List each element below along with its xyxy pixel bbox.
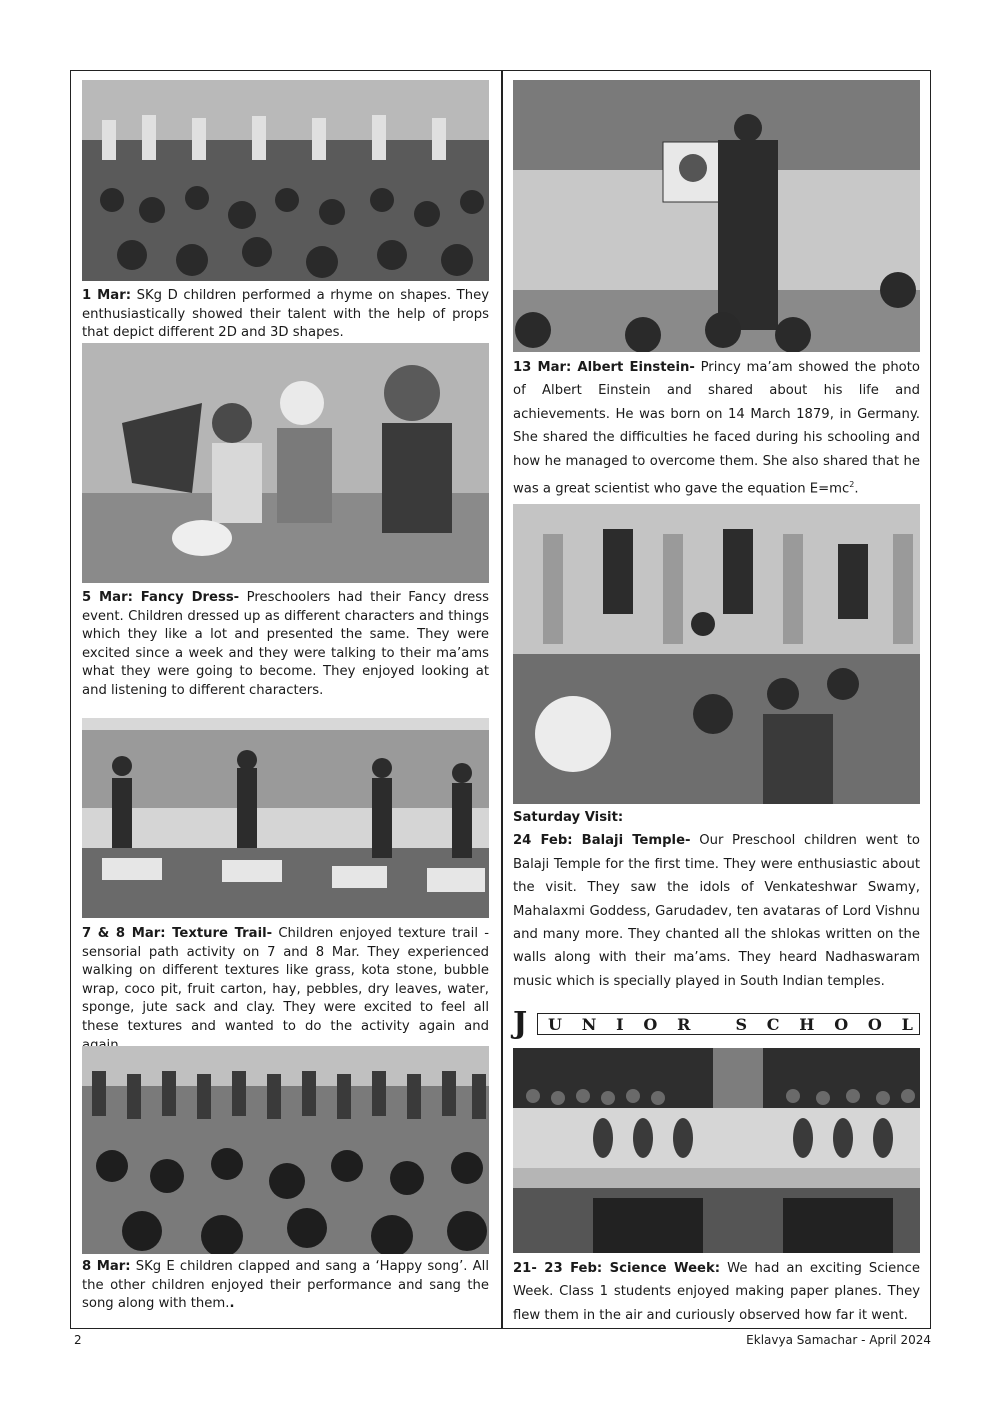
caption-fancy-dress: 5 Mar: Fancy Dress- Preschoolers had their Fancy dress event. Children dressed up as different characters and things which they like a lot and presented the same. They were excited since a week and they were talking to their ma’ams what they were going to become. They enjoyed looking at and listening to different characters. bbox=[82, 590, 489, 698]
photo-fancy-dress bbox=[82, 343, 489, 583]
photo-science-week bbox=[513, 1048, 920, 1253]
section-letter: U bbox=[548, 1014, 562, 1034]
caption-texture-trail: 7 & 8 Mar: Texture Trail- Children enjoyed texture trail - sensorial path activity on 7 and 8 Mar. They experienced walking on different textures like grass, kota stone, bubble wrap, coco pit, fruit carton, hay, pebbles, dry leaves, water, sponge, jute sack and clay. They were excited to feel all these textures and wanted to do the activity again and bbox=[82, 926, 489, 1034]
section-title-letters bbox=[537, 1013, 920, 1035]
photo-texture-trail bbox=[82, 718, 489, 918]
photo-happy-song bbox=[82, 1046, 489, 1254]
caption-balaji-temple: Saturday Visit: 24 Feb: Balaji Temple- Our Preschool children went to Balaji Temple for the first time. They were enthusiastic about the visit. They saw the idols of Venkateshwar Swamy, Mahalaxmi Goddess, Garudadev, ten avataras of Lord Vishnu and many more. They chanted all the shlokas written on the walls along with their ma’ams. They heard Nadhaswaram music which is specially played in South Indian temples. bbox=[513, 810, 920, 989]
photo-rhyme-on-shapes bbox=[82, 80, 489, 281]
column-divider bbox=[501, 70, 503, 1329]
section-letter: H bbox=[799, 1014, 815, 1034]
section-letter bbox=[710, 1015, 716, 1034]
section-letter: C bbox=[766, 1014, 780, 1034]
caption-rhyme-on-shapes: 1 Mar: SKg D children performed a rhyme on shapes. They enthusiastically showed their talent with the help of props that depict different 2D and 3D shapes. bbox=[82, 288, 489, 341]
section-letter: R bbox=[677, 1014, 691, 1034]
section-letter: O bbox=[643, 1014, 658, 1034]
caption-albert-einstein: 13 Mar: Albert Einstein- Princy ma’am showed the photo of Albert Einstein and shared about his life and achievements. He was born on 14 March 1879, in Germany. She shared the difficulties he faced during his schooling and how he managed to overcome them. She also shared that he was a great scientist who gave the equation $E=mc^2$. bbox=[513, 360, 920, 497]
section-letter: S bbox=[735, 1014, 748, 1034]
junior-school-heading bbox=[513, 1006, 920, 1041]
caption-happy-song: 8 Mar: SKg E children clapped and sang a ‘Happy song’. All the other children enjoyed their performance and sang the song along with them.. bbox=[82, 1259, 489, 1312]
caption-science-week: 21- 23 Feb: Science Week: We had an exciting Science Week. Class 1 students enjoyed making paper planes. They flew them in the air and curiously observed how far it went. bbox=[513, 1261, 920, 1323]
section-letter: O bbox=[867, 1014, 882, 1034]
page-number: 2 bbox=[74, 1333, 82, 1347]
section-letter: I bbox=[616, 1014, 624, 1034]
publication-name: Eklavya Samachar - April 2024 bbox=[746, 1333, 931, 1347]
section-letter: O bbox=[834, 1014, 849, 1034]
photo-balaji-temple bbox=[513, 504, 920, 804]
section-letter: N bbox=[581, 1014, 597, 1034]
photo-albert-einstein bbox=[513, 80, 920, 352]
section-letter: L bbox=[901, 1014, 913, 1034]
section-initial: J bbox=[513, 1006, 528, 1041]
